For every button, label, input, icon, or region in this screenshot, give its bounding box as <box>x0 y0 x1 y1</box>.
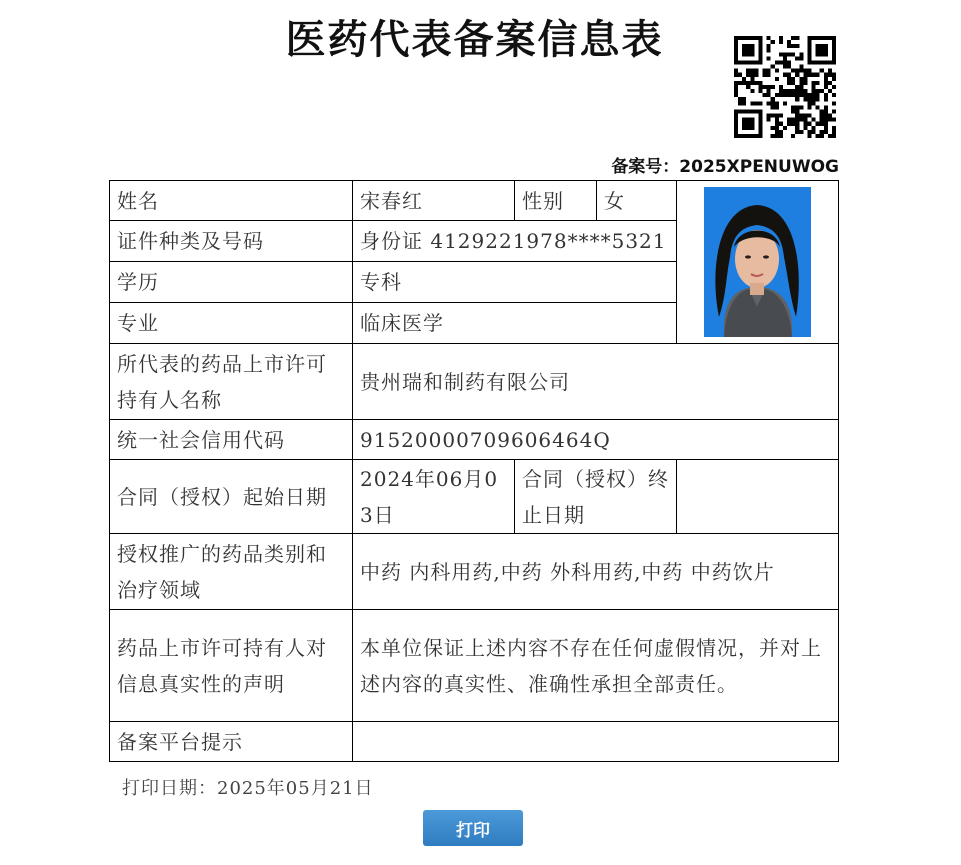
value-mah-name: 贵州瑞和制药有限公司 <box>353 344 839 420</box>
value-declaration: 本单位保证上述内容不存在任何虚假情况，并对上述内容的真实性、准确性承担全部责任。 <box>353 610 839 722</box>
row-contract-dates <box>110 460 839 534</box>
qr-code <box>734 36 836 138</box>
label-id: 证件种类及号码 <box>110 221 353 262</box>
label-category: 授权推广的药品类别和治疗领域 <box>110 534 353 610</box>
value-platform-hint <box>353 722 839 762</box>
label-education: 学历 <box>110 262 353 303</box>
print-button[interactable]: 打印 <box>423 810 523 846</box>
value-major: 临床医学 <box>353 303 677 344</box>
page-title: 医药代表备案信息表 <box>285 17 664 63</box>
value-credit-code: 91520000709606464Q <box>353 420 839 460</box>
row-declaration <box>110 610 839 722</box>
label-gender: 性别 <box>515 181 597 221</box>
value-name: 宋春红 <box>353 181 515 221</box>
label-name: 姓名 <box>110 181 353 221</box>
print-date: 打印日期：2025年05月21日 <box>122 778 374 799</box>
label-start-date: 合同（授权）起始日期 <box>110 460 353 534</box>
row-credit-code <box>110 420 839 460</box>
id-photo <box>704 187 811 337</box>
label-platform-hint: 备案平台提示 <box>110 722 353 762</box>
label-credit-code: 统一社会信用代码 <box>110 420 353 460</box>
record-number: 备案号：2025XPENUWOG <box>611 157 839 177</box>
row-category <box>110 534 839 610</box>
photo-cell <box>677 181 839 344</box>
label-major: 专业 <box>110 303 353 344</box>
row-mah-name <box>110 344 839 420</box>
info-table <box>109 180 839 762</box>
value-category: 中药 内科用药,中药 外科用药,中药 中药饮片 <box>353 534 839 610</box>
value-id: 身份证 4129221978****5321 <box>353 221 677 262</box>
value-gender: 女 <box>597 181 677 221</box>
value-education: 专科 <box>353 262 677 303</box>
value-end-date <box>677 460 839 534</box>
label-end-date: 合同（授权）终止日期 <box>515 460 677 534</box>
row-platform-hint <box>110 722 839 762</box>
row-name <box>110 181 839 221</box>
value-start-date: 2024年06月03日 <box>353 460 515 534</box>
label-declaration: 药品上市许可持有人对信息真实性的声明 <box>110 610 353 722</box>
label-mah-name: 所代表的药品上市许可持有人名称 <box>110 344 353 420</box>
